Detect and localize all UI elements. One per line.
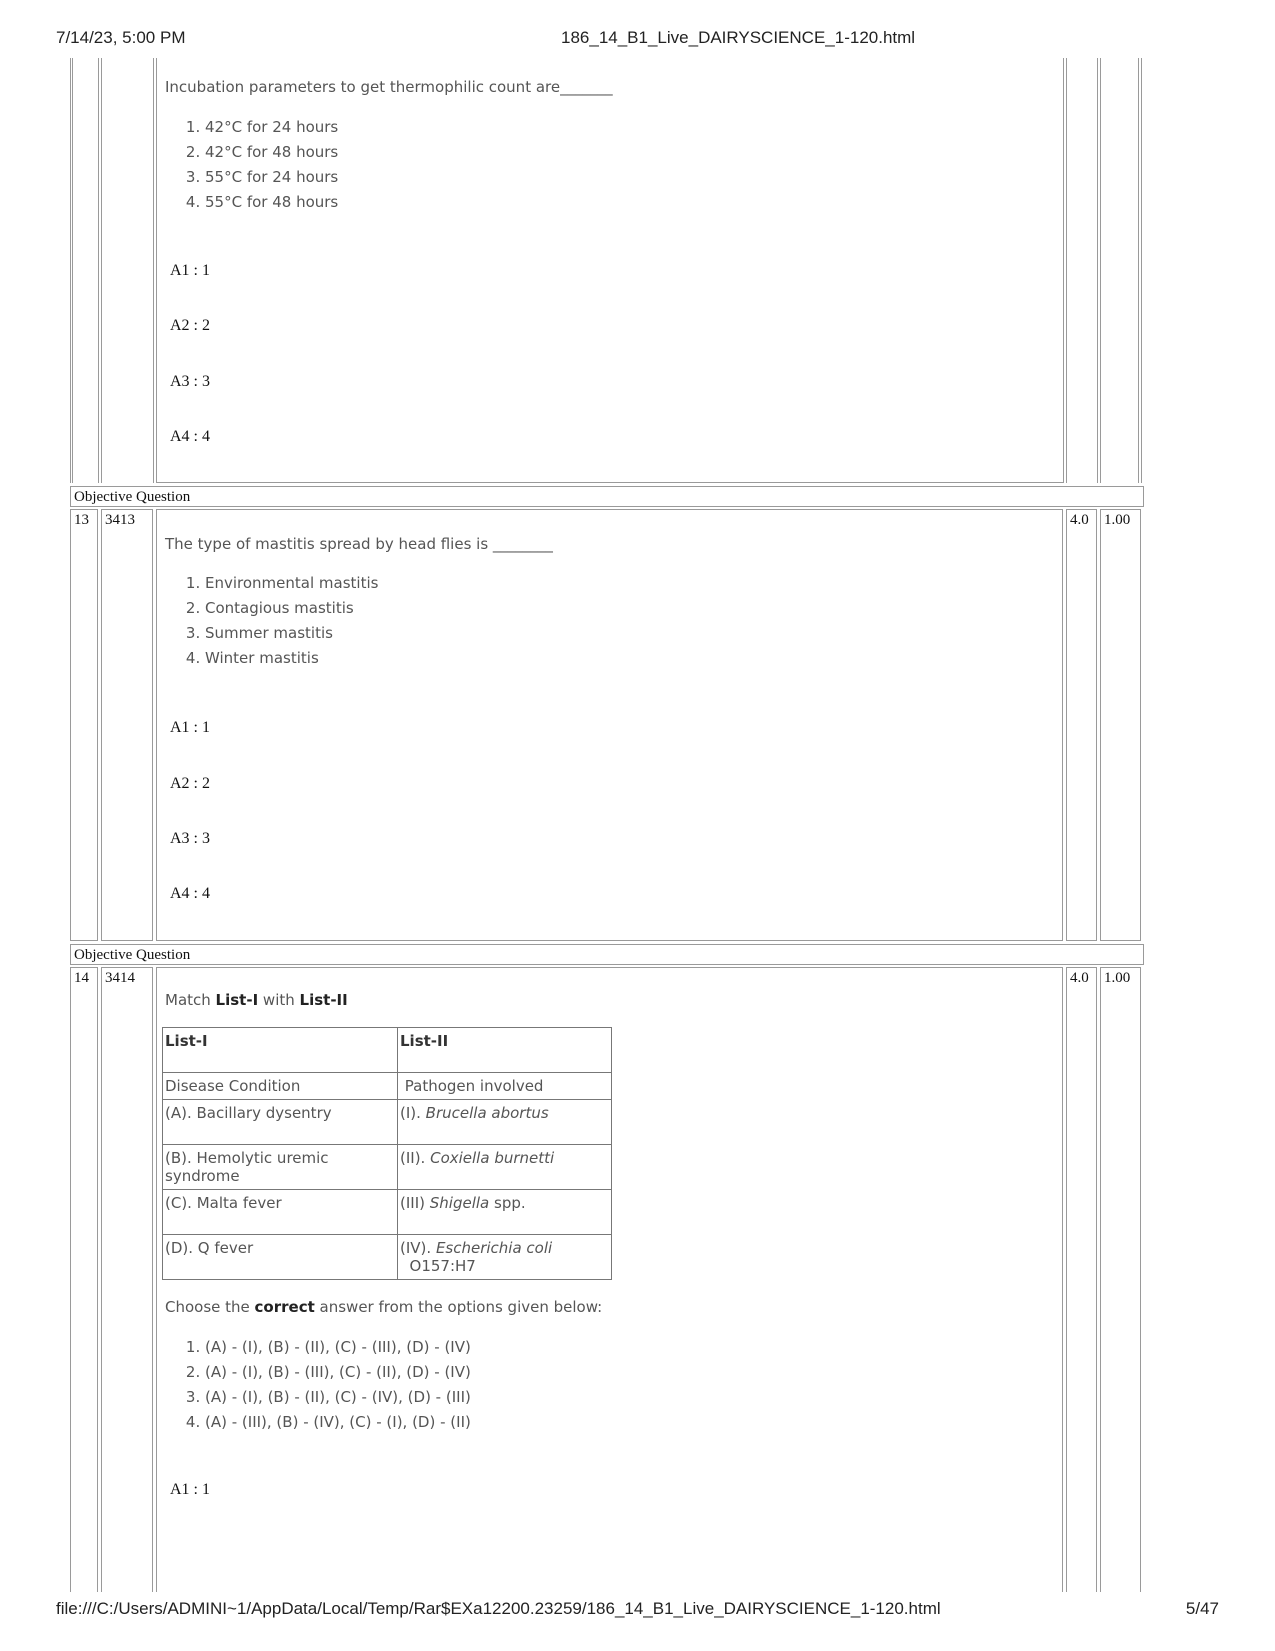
match-table-header: List-I [163, 1028, 398, 1073]
print-footer [56, 1599, 1219, 1623]
answer-key: A3 : 3 [170, 830, 210, 847]
question-id: 3413 [101, 509, 153, 941]
option-item: 3. 55°C for 24 hours [205, 165, 338, 190]
option-list [165, 571, 378, 671]
question-sheet [70, 58, 1204, 1592]
question-marks: 4.0 [1066, 967, 1097, 1592]
option-item: 2. Contagious mastitis [205, 596, 378, 621]
section-header: Objective Question [70, 486, 1144, 507]
print-header [56, 28, 1219, 52]
option-item: 4. Winter mastitis [205, 646, 378, 671]
question-marks: 4.0 [1066, 509, 1097, 941]
option-list [165, 1335, 471, 1435]
answer-key: A1 : 1 [170, 262, 210, 279]
answer-key: A3 : 3 [170, 373, 210, 390]
match-table-subheader: Pathogen involved [398, 1073, 612, 1100]
answer-key: A4 : 4 [170, 428, 210, 445]
intro-list2: List-II [299, 991, 348, 1009]
option-item: 4. (A) - (III), (B) - (IV), (C) - (I), (D) - (II) [205, 1410, 471, 1435]
question-number: 14 [70, 967, 98, 1592]
option-item: 2. (A) - (I), (B) - (III), (C) - (II), (D) - (IV) [205, 1360, 471, 1385]
answer-key: A1 : 1 [170, 1481, 210, 1498]
match-right-cell: (II). Coxiella burnetti [398, 1145, 612, 1190]
emphasis-correct: correct [254, 1298, 315, 1316]
option-item: 4. 55°C for 48 hours [205, 190, 338, 215]
match-right-cell: (IV). Escherichia coli O157:H7 [398, 1235, 612, 1280]
print-datetime: 7/14/23, 5:00 PM [56, 28, 186, 47]
question-text [165, 991, 348, 1009]
instruction-text: Choose the correct answer from the options given below: [165, 1298, 603, 1316]
question-number: 13 [70, 509, 98, 941]
answer-key: A2 : 2 [170, 775, 210, 792]
option-list [165, 115, 338, 215]
section-header: Objective Question [70, 944, 1144, 965]
intro-text: Match [165, 991, 216, 1009]
match-right-cell: (III) Shigella spp. [398, 1190, 612, 1235]
question-text: Incubation parameters to get thermophilic count are_______ [165, 78, 613, 96]
intro-list1: List-I [215, 991, 259, 1009]
match-left-cell: (B). Hemolytic uremic syndrome [163, 1145, 398, 1190]
option-item: 2. 42°C for 48 hours [205, 140, 338, 165]
option-item: 1. (A) - (I), (B) - (II), (C) - (III), (D) - (IV) [205, 1335, 471, 1360]
option-item: 3. Summer mastitis [205, 621, 378, 646]
answer-key: A4 : 4 [170, 885, 210, 902]
answer-key: A2 : 2 [170, 317, 210, 334]
match-table [162, 1027, 612, 1280]
question-id: 3414 [101, 967, 153, 1592]
match-left-cell: (A). Bacillary dysentry [163, 1100, 398, 1145]
option-item: 1. 42°C for 24 hours [205, 115, 338, 140]
print-title: 186_14_B1_Live_DAIRYSCIENCE_1-120.html [561, 28, 916, 47]
match-table-subheader: Disease Condition [163, 1073, 398, 1100]
question-text: The type of mastitis spread by head flies is ________ [165, 535, 553, 553]
negative-marks: 1.00 [1100, 509, 1141, 941]
match-table-header: List-II [398, 1028, 612, 1073]
match-left-cell: (D). Q fever [163, 1235, 398, 1280]
file-path: file:///C:/Users/ADMINI~1/AppData/Local/Temp/Rar$EXa12200.23259/186_14_B1_Live_DAIRYSCIENCE_1-120.html [56, 1599, 941, 1618]
page-number: 5/47 [1185, 1599, 1219, 1618]
negative-marks: 1.00 [1100, 967, 1141, 1592]
answer-key: A1 : 1 [170, 719, 210, 736]
match-left-cell: (C). Malta fever [163, 1190, 398, 1235]
option-item: 3. (A) - (I), (B) - (II), (C) - (IV), (D) - (III) [205, 1385, 471, 1410]
intro-text: with [258, 991, 300, 1009]
option-item: 1. Environmental mastitis [205, 571, 378, 596]
match-right-cell: (I). Brucella abortus [398, 1100, 612, 1145]
